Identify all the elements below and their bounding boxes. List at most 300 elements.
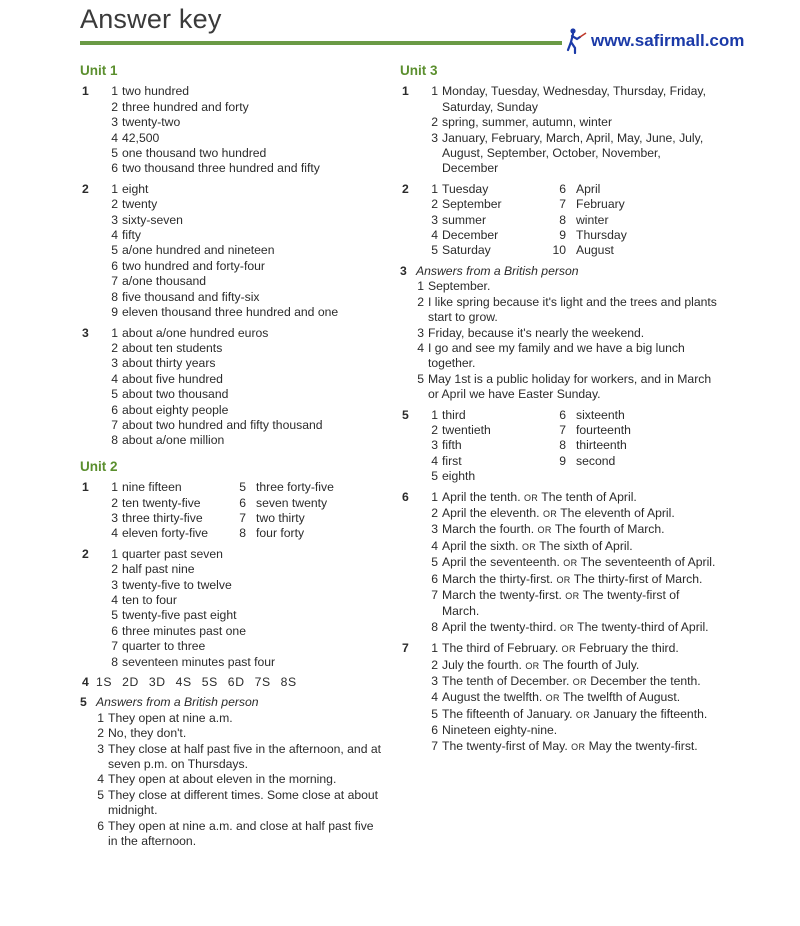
item-number: 3 [417, 325, 424, 340]
item-number: 4 [97, 772, 104, 787]
answer-text: nine fifteen [122, 480, 182, 495]
item-number: 7 [559, 197, 566, 212]
answer-text: a/one hundred and nineteen [122, 243, 275, 258]
answer-item [80, 131, 385, 146]
exercise [80, 182, 385, 321]
answer-item [400, 326, 720, 341]
item-number: 9 [111, 305, 118, 320]
answer-text: summer [442, 212, 487, 227]
answer-item [400, 658, 720, 674]
answer-item [80, 403, 385, 418]
answer-text: January, February, March, April, May, June, July, August, September, October, November, December [442, 130, 704, 176]
item-number: 5 [111, 243, 118, 258]
exercise [80, 675, 385, 690]
item-number: 5 [239, 480, 246, 495]
item-number: 4 [111, 593, 118, 607]
item-number: 2 [111, 562, 118, 577]
answer-text: winter [576, 212, 609, 227]
answer-text: four forty [256, 526, 305, 541]
item-number: 2 [431, 657, 438, 672]
answer-text: The twenty-first of March. [442, 588, 680, 619]
answer-text: April [576, 181, 601, 196]
exercise [80, 326, 385, 449]
answer-text: eight [122, 181, 149, 196]
item-number: 3 [111, 577, 118, 592]
exercise-number: 1 [402, 84, 409, 99]
or-label: OR [523, 492, 539, 503]
answer-item [80, 146, 385, 161]
answer-item [400, 739, 720, 755]
answer-item [400, 84, 720, 115]
answer-item [80, 819, 385, 850]
exercise-instruction: Answers from a British person [416, 263, 579, 278]
answer-text: March the thirty-first. [442, 571, 554, 586]
answer-item [80, 326, 385, 341]
answer-item [80, 418, 385, 433]
exercise-number: 7 [402, 641, 409, 656]
watermark-text: www.safirmall.com [591, 31, 745, 50]
exercise [400, 182, 720, 259]
or-label: OR [559, 622, 574, 633]
item-number: 6 [431, 723, 438, 738]
unit-heading: Unit 2 [80, 458, 118, 474]
answer-text: about two hundred and fifty thousand [122, 417, 323, 432]
item-number: 1 [431, 407, 438, 422]
answer-text: thirteenth [576, 438, 627, 453]
item-number: 9 [559, 228, 566, 243]
answer-text: fourteenth [576, 422, 631, 437]
item-number: 1 [431, 181, 438, 196]
answer-text: No, they don't. [108, 726, 187, 741]
exercise-number: 2 [82, 546, 89, 561]
exercise-number: 1 [82, 84, 89, 99]
item-number: 3 [431, 438, 438, 453]
answer-text: sixty-seven [122, 212, 183, 227]
answer-pair [400, 469, 720, 484]
answer-text: fifty [122, 228, 141, 243]
answer-item [80, 213, 385, 228]
answer-text: three forty-five [256, 480, 334, 495]
answer-pair [400, 408, 720, 423]
answer-text: eleven forty-five [122, 526, 209, 541]
answer-item [80, 182, 385, 197]
answer-text: They open at nine a.m. [108, 710, 233, 725]
item-number: 4 [111, 526, 118, 541]
answer-text: twentieth [442, 422, 491, 437]
item-number: 4 [111, 371, 118, 386]
or-label: OR [556, 574, 571, 585]
or-label: OR [571, 741, 586, 752]
answer-item [400, 506, 720, 522]
item-number: 7 [431, 738, 438, 753]
answer-text: July the fourth. [442, 657, 522, 672]
answer-text: twenty-five to twelve [122, 577, 232, 592]
answer-pair [80, 526, 385, 541]
answer-pair [400, 423, 720, 438]
item-number: 1 [431, 641, 438, 656]
answer-text: spring, summer, autumn, winter [442, 115, 613, 130]
answer-item [80, 562, 385, 577]
answer-text: one thousand two hundred [122, 146, 267, 161]
item-number: 4 [111, 130, 118, 145]
item-number: 6 [559, 407, 566, 422]
right-column [400, 63, 720, 760]
answer-text: two thousand three hundred and fifty [122, 161, 320, 176]
item-number: 5 [111, 387, 118, 402]
answer-item [80, 608, 385, 623]
answer-text: Saturday [442, 243, 491, 258]
answer-text: quarter past seven [122, 546, 223, 561]
item-number: 7 [559, 422, 566, 437]
answer-text: ten to four [122, 593, 177, 607]
answer-text: April the tenth. [442, 489, 521, 504]
answer-text: seventeen minutes past four [122, 654, 276, 669]
answer-text: Thursday [576, 228, 627, 243]
answer-text: about a/one million [122, 433, 225, 448]
item-number: 8 [111, 433, 118, 448]
item-number: 8 [111, 289, 118, 304]
answer-item [80, 742, 385, 773]
answer-text: three thirty-five [122, 510, 203, 525]
answer-text: about eighty people [122, 402, 229, 417]
or-label: OR [525, 660, 540, 671]
answer-text: The tenth of December. [442, 674, 570, 689]
item-number: 9 [559, 453, 566, 468]
exercise [400, 641, 720, 755]
item-number: 5 [431, 469, 438, 484]
answer-text: The thirty-first of March. [573, 571, 703, 586]
answer-item [400, 295, 720, 326]
answer-text: fifth [442, 438, 462, 453]
answer-text: They close at different times. Some close at about midnight. [108, 787, 379, 818]
or-label: OR [563, 558, 578, 569]
answer-text: I go and see my family and we have a big lunch together. [428, 340, 685, 371]
answer-text: twenty-five past eight [122, 608, 237, 623]
answer-text: second [576, 453, 616, 468]
answer-text: January the fifteenth. [593, 706, 708, 721]
item-number: 2 [431, 115, 438, 130]
answer-item [80, 115, 385, 130]
item-number: 4 [111, 228, 118, 243]
item-number: 5 [97, 787, 104, 802]
answer-text: five thousand and fifty-six [122, 289, 260, 304]
exercise-heading [80, 695, 385, 710]
answer-text: third [442, 407, 466, 422]
answer-item [400, 372, 720, 403]
item-number: 1 [111, 546, 118, 561]
item-number: 6 [111, 161, 118, 176]
answer-item [80, 243, 385, 258]
item-number: 1 [417, 279, 424, 294]
or-label: OR [545, 693, 560, 704]
answer-item [80, 228, 385, 243]
answer-text: The fifteenth of January. [442, 706, 573, 721]
answer-text: April the eleventh. [442, 505, 540, 520]
answer-text: three minutes past one [122, 623, 246, 638]
answer-text: The tenth of April. [541, 489, 637, 504]
answer-pair [80, 480, 385, 495]
item-number: 1 [111, 325, 118, 340]
or-label: OR [537, 525, 552, 536]
item-number: 3 [111, 115, 118, 130]
item-number: 1 [111, 181, 118, 196]
answer-item [400, 690, 720, 706]
walking-person-icon [566, 28, 588, 54]
item-number: 3 [97, 741, 104, 756]
item-number: 5 [431, 706, 438, 721]
answer-item [400, 674, 720, 690]
item-number: 2 [111, 340, 118, 355]
item-number: 7 [111, 274, 118, 289]
item-number: 8 [431, 619, 438, 634]
item-number: 6 [111, 402, 118, 417]
item-number: 4 [431, 228, 438, 243]
item-number: 4 [431, 453, 438, 468]
answer-item [80, 274, 385, 289]
answer-text: They open at nine a.m. and close at half past five in the afternoon. [108, 818, 374, 849]
exercise-number: 3 [400, 263, 407, 278]
answer-text: about ten students [122, 340, 223, 355]
exercise-number: 1 [82, 480, 89, 495]
answer-text: They open at about eleven in the morning. [108, 772, 337, 787]
item-number: 2 [431, 422, 438, 437]
answer-text: They close at half past five in the afternoon, and at seven p.m. on Thursdays. [108, 741, 382, 772]
answer-item [80, 84, 385, 99]
answer-item [80, 578, 385, 593]
item-number: 8 [111, 654, 118, 669]
answer-item [80, 387, 385, 402]
item-number: 3 [111, 212, 118, 227]
exercise-number: 5 [80, 695, 87, 710]
item-number: 4 [417, 340, 424, 355]
unit-heading: Unit 1 [80, 63, 118, 78]
title-rule [80, 41, 562, 45]
answer-item [80, 593, 385, 608]
answer-item [80, 290, 385, 305]
item-number: 3 [431, 522, 438, 537]
answer-text: sixteenth [576, 407, 625, 422]
answer-text: quarter to three [122, 639, 206, 654]
answer-item [400, 539, 720, 555]
item-number: 5 [111, 608, 118, 623]
item-number: 5 [431, 243, 438, 258]
item-number: 6 [111, 258, 118, 273]
item-number: 4 [431, 690, 438, 705]
answer-text: about thirty years [122, 356, 216, 371]
answer-item [400, 723, 720, 738]
answer-item [80, 639, 385, 654]
answer-text: first [442, 453, 462, 468]
answer-item [400, 620, 720, 636]
answer-item [80, 711, 385, 726]
answer-item [400, 341, 720, 372]
answer-text: April the twenty-third. [442, 619, 557, 634]
item-number: 6 [239, 495, 246, 510]
item-number: 3 [111, 510, 118, 525]
answer-item [80, 726, 385, 741]
answer-text: eighth [442, 469, 476, 484]
exercise [80, 480, 385, 542]
answer-item [80, 433, 385, 448]
left-column [80, 63, 385, 855]
answer-text: eleven thousand three hundred and one [122, 305, 339, 320]
item-number: 1 [431, 84, 438, 99]
item-number: 3 [431, 674, 438, 689]
item-number: 7 [111, 417, 118, 432]
answer-text: about five hundred [122, 371, 223, 386]
answer-text: March the fourth. [442, 522, 535, 537]
answer-item [400, 131, 720, 177]
answer-pair [400, 438, 720, 453]
answer-text: September [442, 197, 502, 212]
answer-item [80, 305, 385, 320]
item-number: 6 [559, 181, 566, 196]
item-number: 8 [559, 212, 566, 227]
answer-pair [400, 454, 720, 469]
item-number: 1 [111, 84, 118, 99]
answer-text: Friday, because it's nearly the weekend. [428, 325, 645, 340]
item-number: 5 [431, 555, 438, 570]
answer-text: August the twelfth. [442, 690, 543, 705]
item-number: 2 [111, 495, 118, 510]
answer-text: a/one thousand [122, 274, 207, 289]
item-number: 8 [559, 438, 566, 453]
answer-item [400, 522, 720, 538]
answer-text: December [442, 228, 499, 243]
answer-text: The third of February. [442, 641, 559, 656]
exercise-number: 2 [82, 181, 89, 196]
answer-item [80, 100, 385, 115]
answer-text: The seventeenth of April. [580, 555, 716, 570]
item-number: 10 [552, 243, 566, 258]
item-number: 3 [431, 130, 438, 145]
answer-text: three hundred and forty [122, 99, 249, 114]
item-number: 8 [239, 526, 246, 541]
answer-item [400, 641, 720, 657]
item-number: 5 [417, 371, 424, 386]
exercise [400, 279, 720, 402]
answer-item [80, 341, 385, 356]
answer-pair [80, 511, 385, 526]
answer-item [400, 490, 720, 506]
or-label: OR [521, 541, 537, 552]
exercise-number: 6 [402, 489, 409, 504]
answer-text: April the sixth. [442, 538, 519, 553]
answer-pair [400, 213, 720, 228]
or-label: OR [572, 677, 587, 688]
answer-text: two hundred and forty-four [122, 258, 265, 273]
item-number: 5 [111, 146, 118, 161]
or-label: OR [565, 591, 580, 601]
answer-item [80, 161, 385, 176]
answer-item [400, 279, 720, 294]
answer-item [80, 356, 385, 371]
item-number: 1 [431, 489, 438, 504]
answer-text: two thirty [256, 510, 305, 525]
item-number: 3 [111, 356, 118, 371]
item-number: 1 [97, 710, 104, 725]
answer-text: 42,500 [122, 130, 160, 145]
answer-item [80, 372, 385, 387]
exercise-number: 5 [402, 407, 409, 422]
item-number: 6 [97, 818, 104, 833]
answer-text: two hundred [122, 84, 190, 99]
answer-pair [400, 182, 720, 197]
exercise-number: 3 [82, 325, 89, 340]
answer-item [400, 707, 720, 723]
or-label: OR [575, 709, 591, 720]
answer-item [80, 547, 385, 562]
answer-item [400, 588, 720, 620]
answer-text: May the twenty-first. [588, 738, 698, 753]
answer-text: 1S 2D 3D 4S 5S 6D 7S 8S [96, 675, 297, 690]
answer-text: December the tenth. [590, 674, 701, 689]
answer-text: about two thousand [122, 387, 229, 402]
answer-item [80, 624, 385, 639]
answer-text: The twenty-first of May. [442, 738, 568, 753]
unit-heading: Unit 3 [400, 63, 438, 78]
exercise [80, 84, 385, 176]
answer-text: The sixth of April. [539, 538, 633, 553]
exercise [400, 490, 720, 637]
item-number: 2 [431, 197, 438, 212]
answer-text: I like spring because it's light and the trees and plants start to grow. [428, 294, 717, 325]
page-title: Answer key [80, 4, 222, 34]
answer-text: The fourth of March. [554, 522, 665, 537]
item-number: 2 [111, 197, 118, 212]
answer-pair [400, 197, 720, 212]
answer-text: seven twenty [256, 495, 328, 510]
item-number: 2 [417, 294, 424, 309]
answer-text: half past nine [122, 562, 195, 577]
answer-text: The fourth of July. [542, 657, 640, 672]
answer-text: September. [428, 279, 491, 294]
item-number: 1 [111, 480, 118, 495]
item-number: 7 [239, 510, 246, 525]
exercise-number: 4 [82, 675, 90, 690]
exercise [80, 711, 385, 850]
answer-item [400, 572, 720, 588]
item-number: 3 [431, 212, 438, 227]
answer-text: The twenty-third of April. [577, 619, 709, 634]
answer-text: August [576, 243, 614, 258]
exercise [400, 84, 720, 176]
answer-pair [400, 243, 720, 258]
answer-item [400, 555, 720, 571]
item-number: 2 [431, 505, 438, 520]
item-number: 2 [111, 99, 118, 114]
answer-item [80, 197, 385, 212]
or-label: OR [542, 508, 558, 519]
item-number: 6 [431, 571, 438, 586]
answer-text: February [576, 197, 625, 212]
item-number: 4 [431, 538, 438, 553]
exercise-number: 2 [402, 181, 409, 196]
answer-text: ten twenty-five [122, 495, 201, 510]
answer-text: May 1st is a public holiday for workers, and in March or April we have Easter Sunday. [428, 371, 712, 402]
answer-text: February the third. [579, 641, 679, 656]
answer-text: April the seventeenth. [442, 555, 560, 570]
exercise-instruction: Answers from a British person [96, 695, 259, 710]
answer-item [400, 115, 720, 130]
item-number: 7 [111, 639, 118, 654]
answer-text: Monday, Tuesday, Wednesday, Thursday, Friday, Saturday, Sunday [442, 84, 706, 114]
answer-item [80, 788, 385, 819]
answer-text: Nineteen eighty-nine. [442, 723, 558, 738]
answer-text: The twelfth of August. [562, 690, 681, 705]
answer-pair [80, 496, 385, 511]
watermark[interactable] [566, 28, 744, 54]
